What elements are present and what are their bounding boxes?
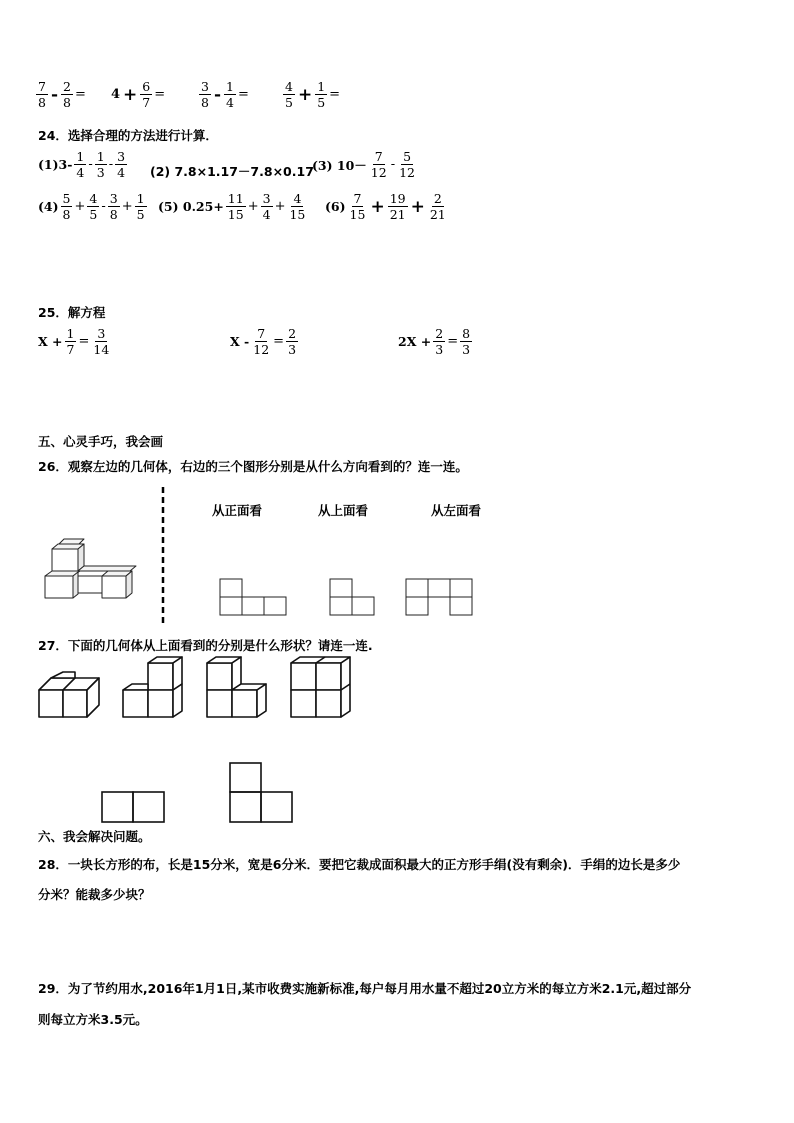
section-6-title: 六、我会解决问题。 [38,829,151,844]
q25-equation-3: 2X + $\frac{2}{3}$ = $\frac{8}{3}$ [398,326,471,358]
section-5-title: 五、心灵手巧，我会画 [38,434,164,449]
left-view-shape [406,579,472,615]
calc-expression-3: $\frac{3}{8}$ - $\frac{1}{4}$ = [201,79,249,111]
q27-view-shape-2 [230,763,292,822]
question-27-title: 27．下面的几何体从上面看到的分别是什么形状？请连一连. [38,638,373,653]
q27-solid-4 [291,657,350,717]
calc-expression-1: $\frac{7}{8}$ - $\frac{2}{8}$ = [38,79,86,111]
q24-problem-6: (6) $\frac{7}{15}$ + $\frac{19}{21}$ + $\frac{2}{21}$ [325,191,446,223]
q25-equation-1: X + $\frac{1}{7}$ = $\frac{3}{14}$ [38,326,110,358]
top-view-shape [330,579,374,615]
fraction: $\frac{6}{7}$ [142,79,151,111]
calc-expression-4: $\frac{4}{5}$ + $\frac{1}{5}$ = [285,79,341,111]
calc-expression-2: 4 + $\frac{6}{7}$ = [111,79,166,111]
fraction: $\frac{7}{8}$ [38,79,46,111]
question-28-line-1: 28．一块长方形的布，长是15分米，宽是6分米．要把它裁成面积最大的正方形手绢(没有剩余)．手绢的边长是多少 [38,857,681,872]
q24-problem-3: (3) 10－ $\frac{7}{12}$ - $\frac{5}{12}$ [312,149,415,181]
q27-solid-1 [39,672,99,717]
view-label-front: 从正面看 [212,503,263,518]
question-25-title: 25．解方程 [38,305,106,320]
question-24-title: 24．选择合理的方法进行计算． [38,128,218,143]
fraction: $\frac{3}{8}$ [201,79,209,111]
fraction: $\frac{1}{5}$ [317,79,326,111]
q27-solid-2 [123,657,182,717]
view-label-top: 从上面看 [318,503,369,518]
q24-problem-5: (5) 0.25+ $\frac{11}{15}$ + $\frac{3}{4}$ + $\frac{4}{15}$ [158,191,306,223]
q24-problem-4: (4) $\frac{5}{8}$ + $\frac{4}{5}$ - $\frac{3}{8}$ + $\frac{1}{5}$ [38,191,145,223]
fraction: $\frac{4}{5}$ [285,79,293,111]
fraction: $\frac{2}{8}$ [63,79,71,111]
question-29-line-2: 则每立方米3.5元。 [38,1012,148,1027]
front-view-shape [220,579,286,615]
q24-problem-1: (1)3- $\frac{1}{4}$ - $\frac{1}{3}$ - $\frac{3}{4}$ [38,149,126,181]
q25-equation-2: X - $\frac{7}{12}$ = $\frac{2}{3}$ [230,326,297,358]
fraction: $\frac{1}{4}$ [226,79,234,111]
question-29-line-1: 29．为了节约用水,2016年1月1日,某市收费实施新标准,每户每月用水量不超过20立方米的每立方米2.1元,超过部分 [38,981,692,996]
q27-solid-3 [207,657,266,717]
view-label-left: 从左面看 [431,503,482,518]
question-26-title: 26．观察左边的几何体，右边的三个图形分别是从什么方向看到的？连一连。 [38,459,468,474]
q27-view-shape-1 [102,792,164,822]
q24-problem-2: (2) 7.8×1.17－7.8×0.17 [150,164,314,179]
question-28-line-2: 分米？能裁多少块？ [38,887,151,902]
